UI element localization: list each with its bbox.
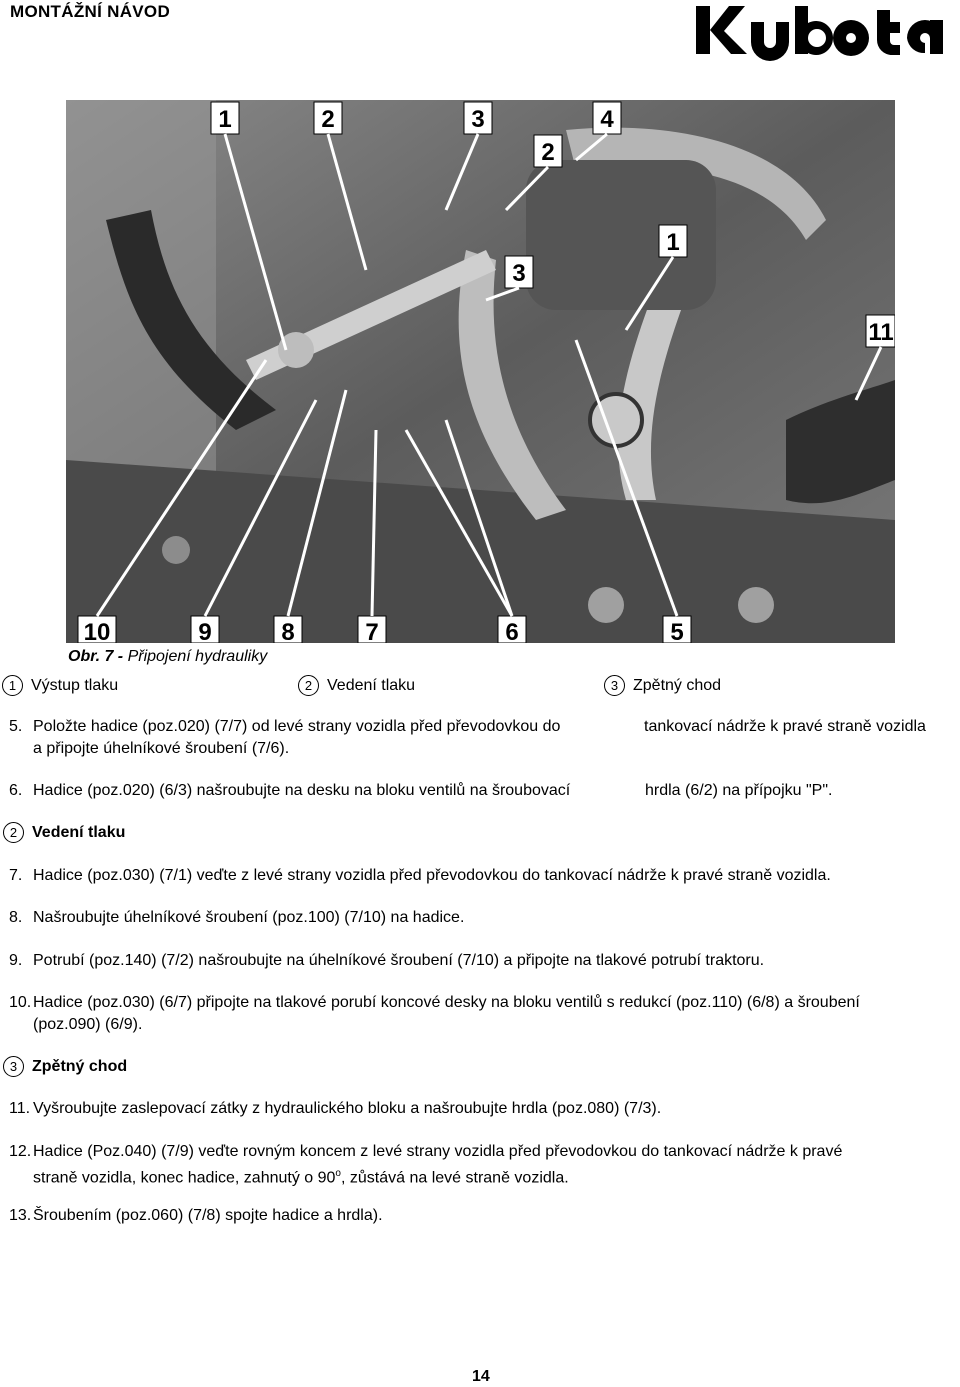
step-text: , zůstává na levé straně vozidla. [340, 1169, 569, 1187]
photo-callout: 3 [471, 106, 485, 133]
kubota-logo [693, 0, 955, 68]
step-text: straně vozidla, konec hadice, zahnutý o 90 [33, 1169, 336, 1187]
step-number: 9. [9, 952, 23, 969]
legend-item-pressure-output [2, 675, 118, 696]
step-11 [9, 1098, 661, 1120]
degree-mark: o [335, 1168, 341, 1179]
figure-caption-prefix: Obr. 7 - [68, 648, 124, 665]
photo-callout: 3 [512, 260, 526, 287]
step-number: 12. [9, 1143, 32, 1160]
legend-label: Výstup tlaku [31, 676, 119, 694]
photo-callout: 5 [670, 619, 684, 643]
legend-label: Zpětný chod [633, 676, 722, 694]
step-text: Hadice (poz.030) (6/7) připojte na tlakové porubí koncové desky na bloku ventilů s redukcí (poz.110) (6/8) a šroubení [33, 994, 860, 1011]
photo-callout: 9 [198, 619, 212, 643]
photo-callout: 2 [541, 139, 555, 166]
step-text: Hadice (poz.020) (6/3) našroubujte na desku na bloku ventilů na šroubovací [33, 782, 571, 799]
step-number: 10. [9, 994, 32, 1011]
photo-callout: 4 [600, 106, 614, 133]
step-8 [9, 907, 464, 929]
legend-item-return [604, 675, 721, 696]
step-number: 7. [9, 867, 23, 884]
photo-callout: 10 [83, 619, 111, 643]
step-number: 8. [9, 909, 23, 926]
document-header-title: MONTÁŽNÍ NÁVOD [10, 2, 171, 21]
section-return [3, 1056, 127, 1077]
step-text: Vyšroubujte zaslepovací zátky z hydraulického bloku a našroubujte hrdla (poz.080) (7/3). [33, 1100, 662, 1117]
step-5-line2: a připojte úhelníkové šroubení (7/6). [33, 740, 290, 757]
step-text: Hadice (poz.030) (7/1) veďte z levé strany vozidla před převodovkou do tankovací nádrže k pravé straně vozidla. [33, 867, 831, 884]
section-title: Zpětný chod [32, 1057, 128, 1075]
step-text: Našroubujte úhelníkové šroubení (poz.100) (7/10) na hadice. [33, 909, 465, 926]
step-number: 11. [9, 1100, 31, 1117]
step-text: Šroubením (poz.060) (7/8) spojte hadice a hrdla). [33, 1207, 383, 1224]
step-5 [9, 716, 560, 738]
photo-callout: 2 [321, 106, 335, 133]
photo-callout: 6 [505, 619, 519, 643]
section-title: Vedení tlaku [32, 823, 126, 841]
figure-caption-text: Připojení hydrauliky [123, 648, 268, 665]
legend-number: 1 [2, 675, 23, 696]
step-6 [9, 780, 570, 802]
step-12-line2 [33, 1163, 569, 1189]
figure-caption [68, 648, 267, 666]
step-12 [9, 1141, 842, 1163]
photo-callout: 7 [365, 619, 379, 643]
photo-callout: 11 [868, 319, 894, 346]
step-10-line2: (poz.090) (6/9). [33, 1016, 143, 1033]
step-text: Položte hadice (poz.020) (7/7) od levé strany vozidla před převodovkou do [33, 718, 561, 735]
photo-callout: 1 [666, 229, 680, 256]
step-text: Potrubí (poz.140) (7/2) našroubujte na úhelníkové šroubení (7/10) a připojte na tlakové potrubí traktoru. [33, 952, 765, 969]
legend-number: 2 [298, 675, 319, 696]
section-number: 2 [3, 822, 24, 843]
step-6-continued: hrdla (6/2) na přípojku "P". [645, 782, 833, 799]
section-number: 3 [3, 1056, 24, 1077]
photo-callout: 1 [218, 106, 232, 133]
step-5-continued: tankovací nádrže k pravé straně vozidla [644, 718, 926, 735]
step-text: Hadice (Poz.040) (7/9) veďte rovným koncem z levé strany vozidla před převodovkou do tankovací nádrže k pravé [33, 1143, 843, 1160]
step-13 [9, 1205, 383, 1227]
step-9 [9, 950, 764, 972]
photo-callout: 8 [281, 619, 295, 643]
step-number: 5. [9, 718, 23, 735]
page-number: 14 [472, 1368, 490, 1385]
legend-item-pressure-line [298, 675, 415, 696]
step-number: 6. [9, 782, 23, 799]
step-10 [9, 992, 860, 1014]
step-7 [9, 865, 831, 887]
hydraulics-photo [66, 100, 895, 643]
section-pressure-line [3, 822, 125, 843]
legend-number: 3 [604, 675, 625, 696]
step-number: 13. [9, 1207, 32, 1224]
legend-label: Vedení tlaku [327, 676, 416, 694]
